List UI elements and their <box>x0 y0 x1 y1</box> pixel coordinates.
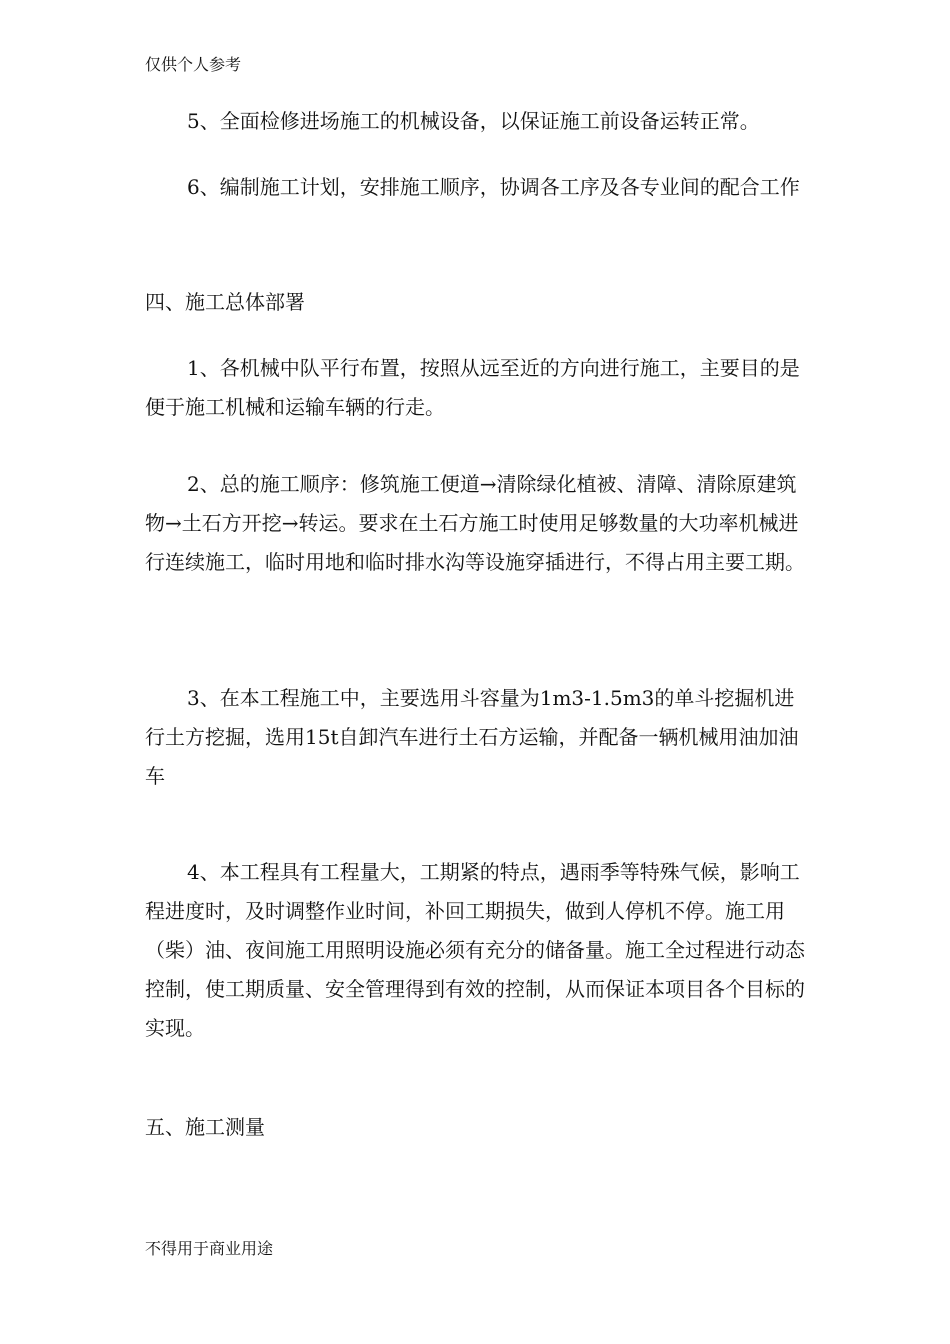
page-header: 仅供个人参考 <box>145 55 242 74</box>
page-footer: 不得用于商业用途 <box>145 1239 274 1258</box>
section-heading-surveying: 五、施工测量 <box>145 1115 265 1139</box>
paragraph-construction-sequence: 2、总的施工顺序：修筑施工便道→清除绿化植被、清障、清除原建筑物→土石方开挖→转运。要求在土石方施工时使用足够数量的大功率机械进行连续施工，临时用地和临时排水沟等设施穿插进行，不得占用主要工期。 <box>145 472 805 574</box>
section-heading-overall-deployment: 四、施工总体部署 <box>145 290 305 314</box>
paragraph-equipment-selection: 3、在本工程施工中，主要选用斗容量为1m3-1.5m3的单斗挖掘机进行土方挖掘，选用15t自卸汽车进行土石方运输，并配备一辆机械用油加油车 <box>145 686 799 788</box>
paragraph-construction-plan: 6、编制施工计划，安排施工顺序，协调各工序及各专业间的配合工作 <box>187 175 800 199</box>
paragraph-parallel-layout: 1、各机械中队平行布置，按照从远至近的方向进行施工，主要目的是便于施工机械和运输车辆的行走。 <box>145 356 800 419</box>
paragraph-schedule-control: 4、本工程具有工程量大，工期紧的特点，遇雨季等特殊气候，影响工程进度时，及时调整作业时间，补回工期损失，做到人停机不停。施工用（柴）油、夜间施工用照明设施必须有充分的储备量。施工全过程进行动态控制，使工期质量、安全管理得到有效的控制，从而保证本项目各个目标的实现。 <box>145 860 805 1040</box>
paragraph-equipment-inspection: 5、全面检修进场施工的机械设备，以保证施工前设备运转正常。 <box>187 109 760 133</box>
